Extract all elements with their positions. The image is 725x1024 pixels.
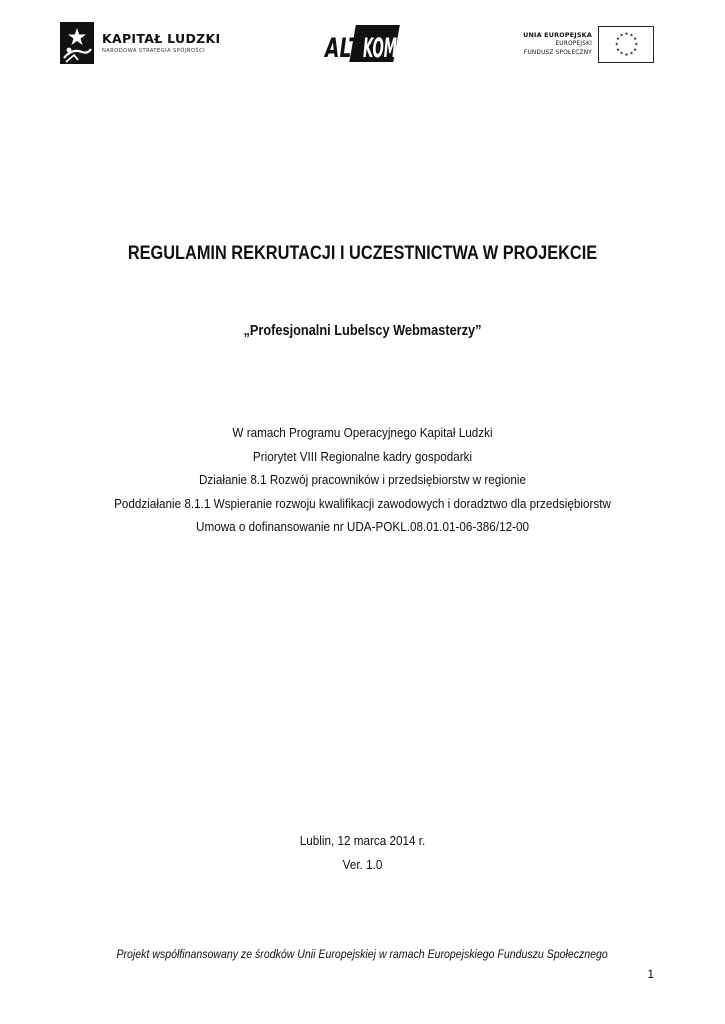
svg-text:KOM: KOM <box>363 33 398 64</box>
eu-logo-line2: EUROPEJSKI <box>555 41 592 47</box>
place-date: Lublin, 12 marca 2014 r. <box>299 833 426 848</box>
svg-text:★: ★ <box>624 32 629 37</box>
program-info <box>0 421 725 539</box>
program-line-4: Poddziałanie 8.1.1 Wspieranie rozwoju kwalifikacji zawodowych i doradztwo dla przedsiębiorstw <box>114 495 611 511</box>
svg-text:★: ★ <box>633 36 638 42</box>
altkom-logo-text: ALT <box>323 33 363 64</box>
funding-note <box>0 947 725 961</box>
svg-text:★: ★ <box>629 33 634 39</box>
place-date-block <box>0 829 725 876</box>
page-number: 1 <box>647 967 654 981</box>
program-line-5: Umowa o dofinansowanie nr UDA-POKL.08.01.01-06-386/12-00 <box>196 519 529 534</box>
kapital-ludzki-emblem-icon <box>60 22 94 64</box>
program-line-3: Działanie 8.1 Rozwój pracowników i przedsiębiorstw w regionie <box>198 472 527 487</box>
project-name: „Profesjonalni Lubelscy Webmasterzy” <box>243 323 482 339</box>
kapital-ludzki-subtitle: NARODOWA STRATEGIA SPÓJNOŚCI <box>102 48 206 54</box>
kapital-ludzki-logo <box>60 22 220 64</box>
svg-text:★: ★ <box>634 42 639 48</box>
eu-flag-icon <box>598 26 654 63</box>
document-title: REGULAMIN REKRUTACJI I UCZESTNICTWA W PROJEKCIE <box>127 243 598 264</box>
svg-text:★: ★ <box>633 48 638 53</box>
funding-note-text: Projekt współfinansowany ze środków Unii Europejskiej w ramach Europejskiego Funduszu Społecznego <box>116 947 609 961</box>
svg-text:★: ★ <box>616 48 621 53</box>
altkom-logo <box>322 24 402 64</box>
version: Ver. 1.0 <box>342 856 383 872</box>
eu-logo-line3: FUNDUSZ SPOŁECZNY <box>523 50 592 56</box>
program-line-1: W ramach Programu Operacyjnego Kapitał Ludzki <box>232 425 493 440</box>
svg-text:★: ★ <box>619 51 624 57</box>
svg-text:★: ★ <box>616 36 621 42</box>
eu-logo-line1: UNIA EUROPEJSKA <box>523 31 592 39</box>
svg-text:★: ★ <box>629 51 634 57</box>
program-line-2: Priorytet VIII Regionalne kadry gospodarki <box>252 448 473 464</box>
eu-esf-logo <box>514 25 655 64</box>
svg-text:★: ★ <box>619 33 624 39</box>
svg-text:★: ★ <box>614 42 619 48</box>
kapital-ludzki-title: KAPITAŁ LUDZKI <box>102 31 221 46</box>
svg-text:★: ★ <box>624 52 629 58</box>
